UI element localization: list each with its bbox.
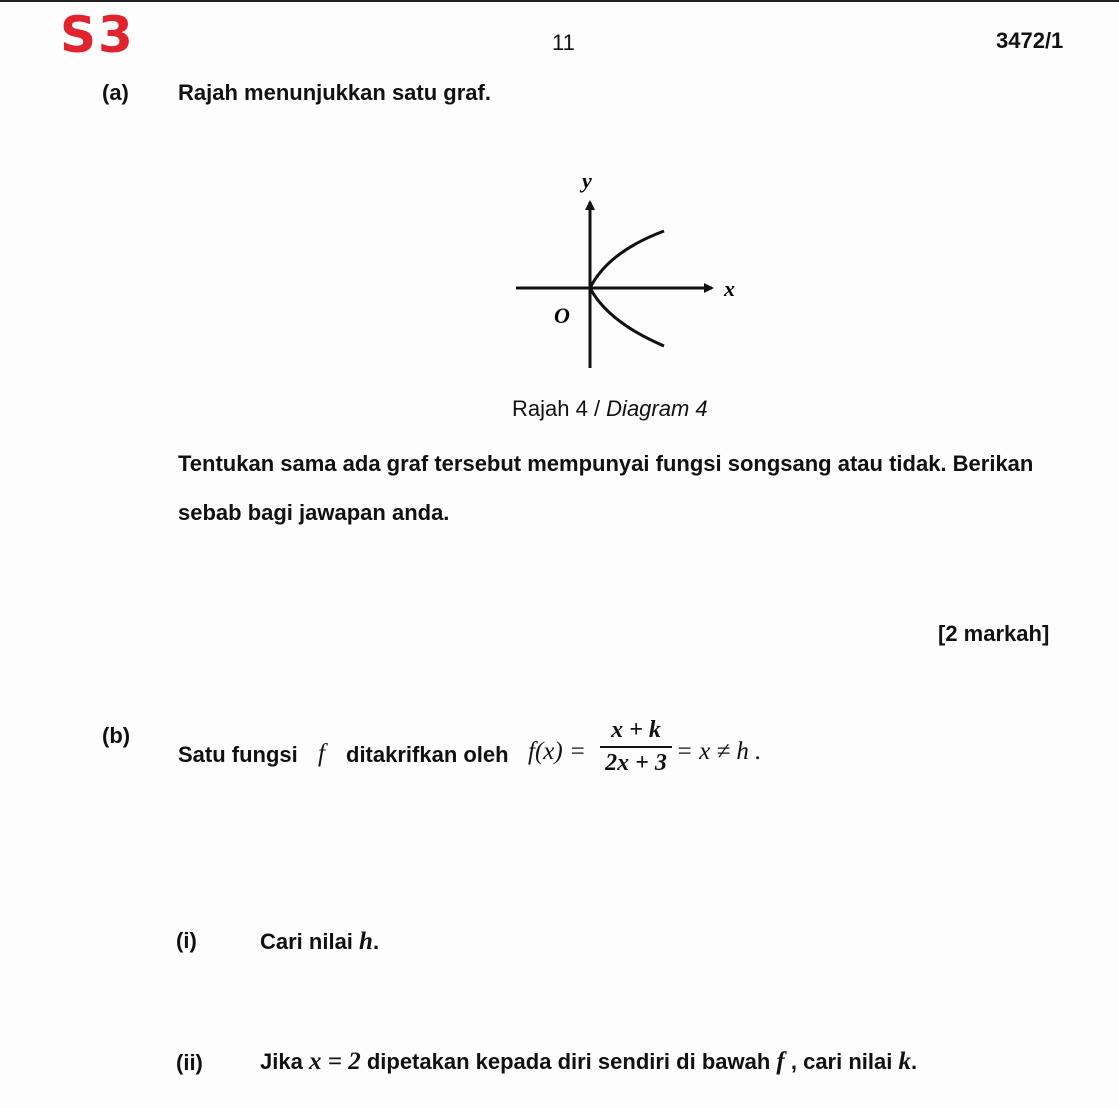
- page-number: 11: [552, 30, 575, 55]
- defined-by-text: ditakrifkan oleh: [346, 742, 509, 767]
- sub-ii-function: f: [776, 1048, 785, 1075]
- fraction-bar: [600, 746, 672, 748]
- origin-label: O: [554, 303, 570, 328]
- diagram-caption: [512, 396, 708, 422]
- part-b-label: (b): [102, 723, 131, 748]
- curve-lower-branch: [590, 288, 664, 346]
- formula-rhs: = x ≠ h .: [676, 738, 762, 765]
- curve-upper-branch: [590, 231, 664, 288]
- sub-i-variable: h: [359, 928, 373, 955]
- caption-english: Diagram 4: [606, 396, 708, 421]
- sub-ii-condition: x = 2: [308, 1048, 361, 1075]
- x-axis-label: x: [724, 276, 735, 301]
- part-a-intro: Rajah menunjukkan satu graf.: [178, 80, 491, 105]
- sub-i-period: .: [372, 929, 380, 954]
- part-a-label: (a): [102, 80, 129, 105]
- part-a-question-line2: sebab bagi jawapan anda.: [178, 500, 450, 525]
- formula-fraction: [600, 717, 672, 777]
- fraction-numerator: x + k: [611, 717, 661, 743]
- sub-i-prompt: Cari nilai: [260, 929, 353, 954]
- fraction-denominator: 2x + 3: [605, 750, 667, 776]
- sub-ii-suffix: , cari nilai: [790, 1049, 893, 1074]
- sub-ii-period: .: [910, 1049, 918, 1074]
- sub-ii-variable: k: [898, 1048, 911, 1075]
- part-b-intro: Satu fungsi: [178, 742, 298, 767]
- y-axis-label: y: [582, 168, 592, 193]
- sub-ii-label: (ii): [176, 1050, 203, 1075]
- handwritten-annotation: S3: [60, 6, 135, 64]
- caption-malay: Rajah 4 /: [512, 396, 607, 421]
- formula-lhs: f(x) =: [528, 738, 586, 765]
- sub-ii-prefix: Jika: [260, 1049, 303, 1074]
- sub-i-label: (i): [176, 928, 197, 953]
- part-a-marks: [2 markah]: [938, 621, 1050, 646]
- sub-i-text: [260, 928, 379, 956]
- page-top-border: [0, 0, 1119, 2]
- part-a-question-line1: Tentukan sama ada graf tersebut mempunyai fungsi songsang atau tidak. Berikan: [178, 451, 1034, 476]
- function-symbol: f: [318, 740, 325, 767]
- sub-ii-text: [260, 1048, 917, 1076]
- graph-diagram: [500, 160, 760, 380]
- paper-code: 3472/1: [996, 28, 1064, 53]
- sub-ii-middle: dipetakan kepada diri sendiri di bawah: [366, 1049, 771, 1074]
